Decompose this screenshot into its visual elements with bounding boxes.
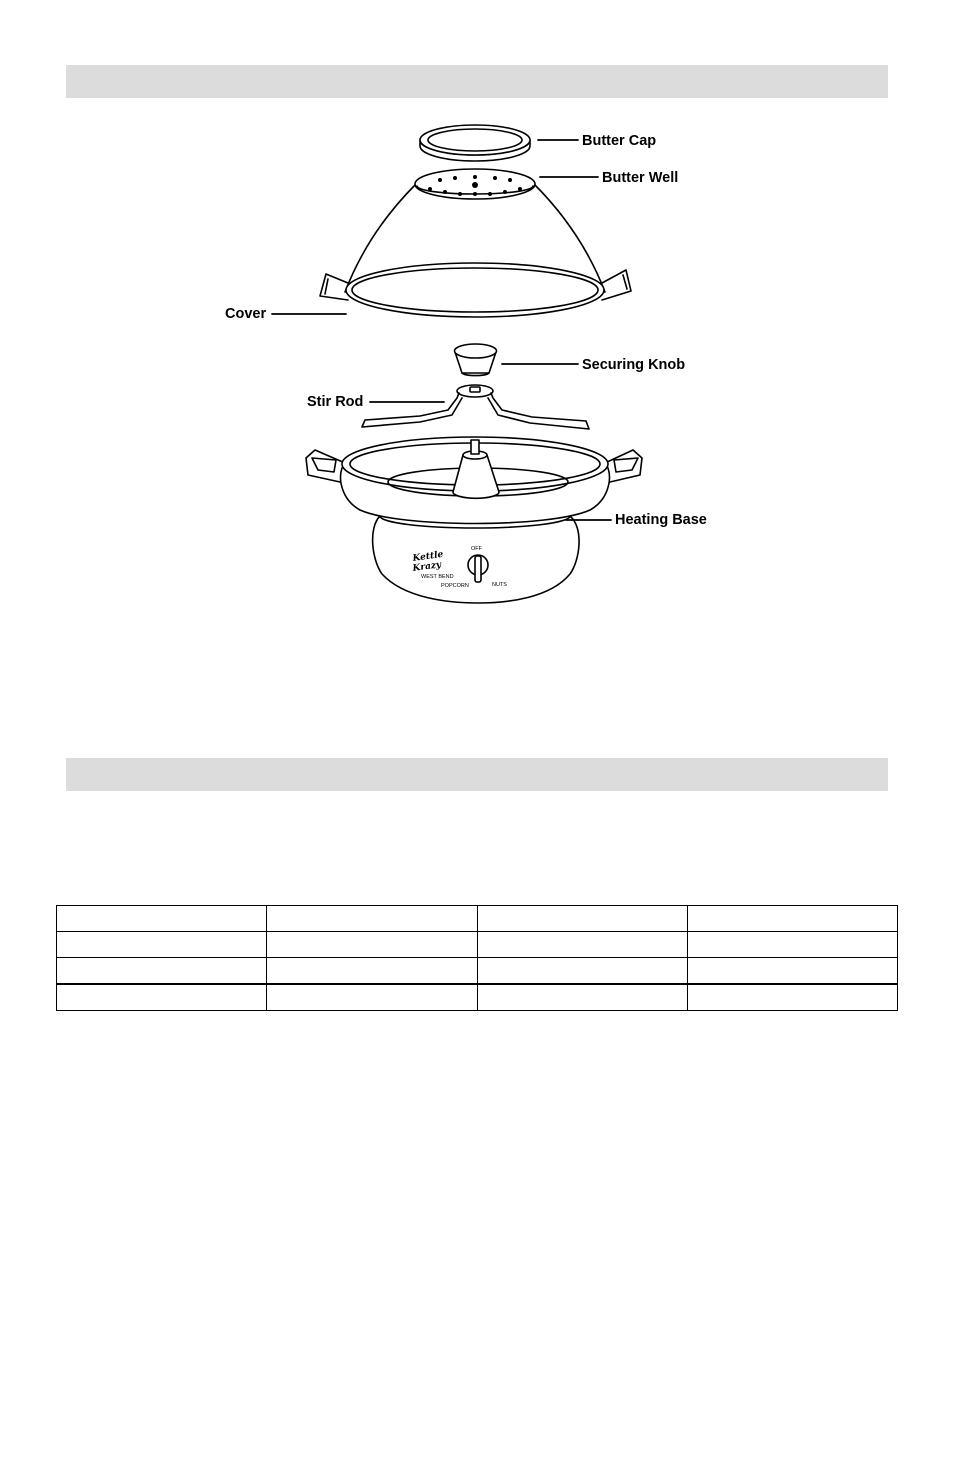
table-cell bbox=[687, 931, 897, 957]
label-cover: Cover bbox=[225, 306, 267, 322]
cover-part bbox=[320, 169, 631, 317]
brand-logo-line1: Kettle bbox=[412, 549, 444, 564]
switch-popcorn-label: POPCORN bbox=[441, 583, 469, 589]
section-header-bar-top bbox=[66, 65, 888, 98]
table-cell bbox=[267, 984, 477, 1011]
table-cell bbox=[477, 984, 687, 1011]
specs-table bbox=[56, 905, 898, 1011]
label-securing-knob: Securing Knob bbox=[582, 357, 686, 373]
table-cell bbox=[687, 906, 897, 932]
switch-off-label: OFF bbox=[471, 546, 482, 552]
table-cell bbox=[687, 984, 897, 1011]
switch-nuts-label: NUTS bbox=[492, 582, 507, 588]
table-row bbox=[57, 957, 898, 984]
table-cell bbox=[267, 957, 477, 984]
table-cell bbox=[477, 931, 687, 957]
label-butter-cap: Butter Cap bbox=[582, 133, 657, 149]
table-row bbox=[57, 906, 898, 932]
table-cell bbox=[477, 906, 687, 932]
label-heating-base: Heating Base bbox=[615, 512, 707, 528]
table-row bbox=[57, 931, 898, 957]
label-butter-well: Butter Well bbox=[602, 170, 679, 186]
table-cell bbox=[57, 957, 267, 984]
table-cell bbox=[57, 906, 267, 932]
table-cell bbox=[57, 984, 267, 1011]
stir-rod-part bbox=[362, 385, 589, 429]
table-cell bbox=[687, 957, 897, 984]
table-cell bbox=[57, 931, 267, 957]
label-stir-rod: Stir Rod bbox=[307, 394, 364, 410]
table-row bbox=[57, 984, 898, 1011]
maker-mark: WEST BEND bbox=[421, 574, 454, 580]
table-cell bbox=[267, 906, 477, 932]
securing-knob-part bbox=[455, 344, 497, 376]
section-header-bar-bottom bbox=[66, 758, 888, 791]
table-cell bbox=[477, 957, 687, 984]
exploded-parts-diagram bbox=[200, 110, 760, 610]
brand-logo-line2: Krazy bbox=[412, 560, 442, 574]
table-cell bbox=[267, 931, 477, 957]
butter-cap-part bbox=[420, 125, 530, 161]
